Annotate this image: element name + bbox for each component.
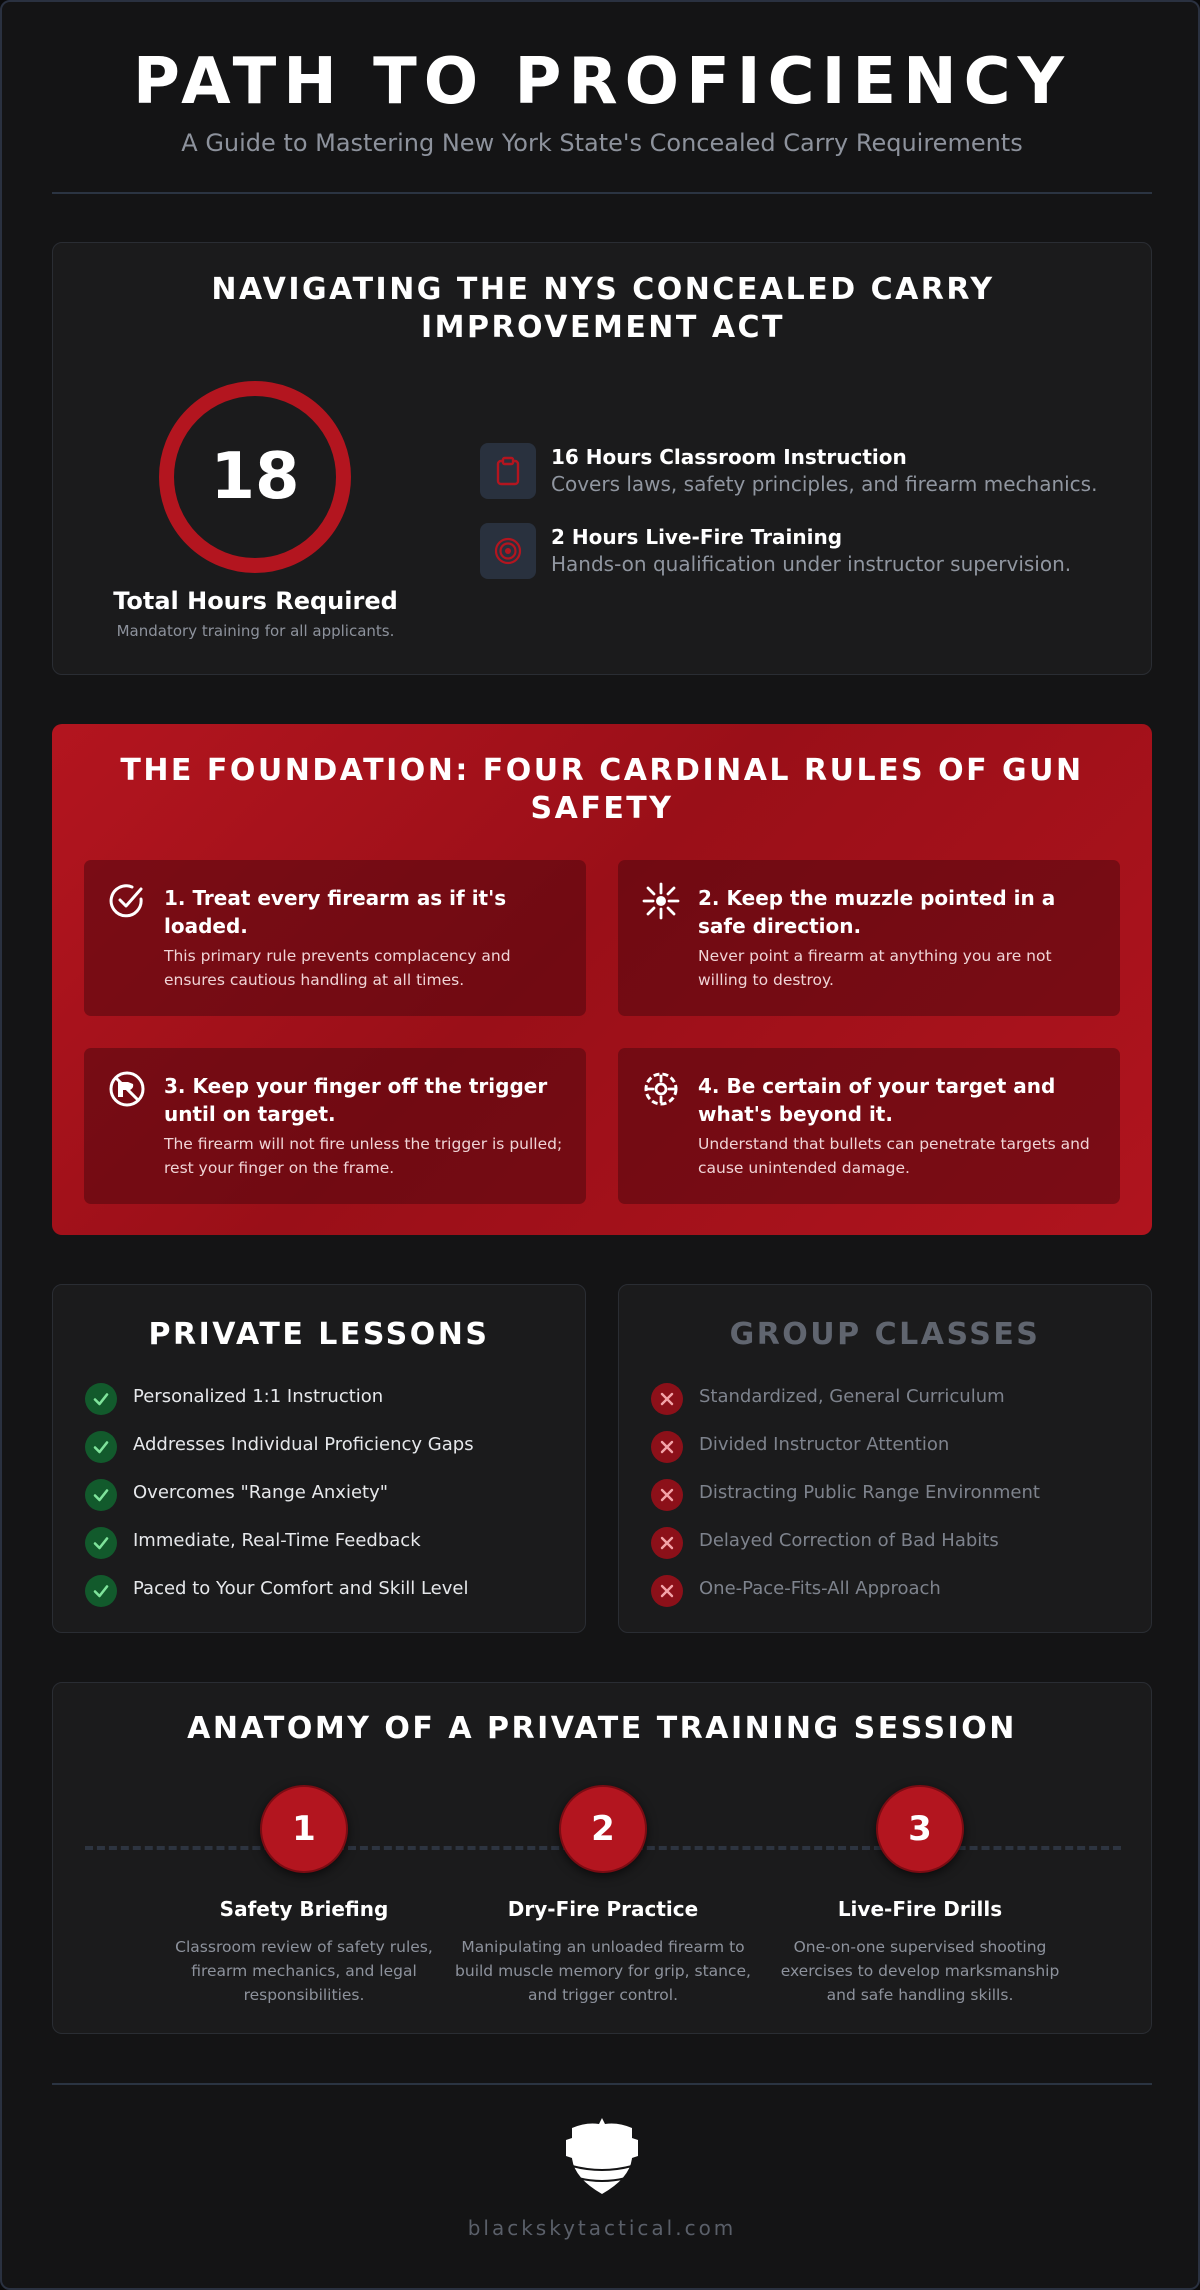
requirement-desc: Hands-on qualification under instructor supervision.: [551, 552, 1072, 576]
check-icon: [85, 1575, 117, 1607]
check-circle-icon: [108, 882, 146, 920]
step-desc: One-on-one supervised shooting exercises to develop marksmanship and safe handling skills.: [780, 1938, 1060, 2004]
safety-rules-section: [52, 724, 1152, 1235]
rule-title: 2. Keep the muzzle pointed in a safe direction.: [698, 886, 1056, 938]
requirement-title: 2 Hours Live-Fire Training: [551, 525, 843, 549]
private-lessons-title: PRIVATE LESSONS: [148, 1317, 490, 1352]
list-item-text: Delayed Correction of Bad Habits: [699, 1530, 999, 1551]
clipboard-icon: [480, 443, 536, 499]
rule-title: 4. Be certain of your target and what's beyond it.: [698, 1074, 1056, 1126]
rule-desc: This primary rule prevents complacency and ensures cautious handling at all times.: [164, 947, 511, 989]
step-title: Dry-Fire Practice: [507, 1897, 699, 1921]
list-item: [651, 1425, 1131, 1473]
session-title: ANATOMY OF A PRIVATE TRAINING SESSION: [187, 1711, 1017, 1746]
requirement-title: 16 Hours Classroom Instruction: [551, 445, 907, 469]
x-icon: [651, 1431, 683, 1463]
list-item-text: Distracting Public Range Environment: [699, 1482, 1040, 1503]
rule-desc: Never point a firearm at anything you are not willing to destroy.: [698, 947, 1052, 989]
requirement-live-fire: [480, 523, 1130, 583]
footer-divider: [52, 2083, 1152, 2085]
x-icon: [651, 1383, 683, 1415]
x-icon: [651, 1575, 683, 1607]
list-item: [651, 1473, 1131, 1521]
list-item-text: Divided Instructor Attention: [699, 1434, 950, 1455]
target-icon: [480, 523, 536, 579]
group-classes-title: GROUP CLASSES: [729, 1317, 1041, 1352]
list-item-text: Personalized 1:1 Instruction: [133, 1386, 384, 1407]
check-icon: [85, 1527, 117, 1559]
group-classes-list: [651, 1377, 1131, 1617]
requirement-desc: Covers laws, safety principles, and firearm mechanics.: [551, 472, 1098, 496]
list-item: [85, 1569, 565, 1617]
page-header: [52, 2, 1152, 194]
list-item: [85, 1521, 565, 1569]
rule-card-3: [84, 1048, 586, 1204]
hours-number: 18: [210, 440, 300, 514]
rule-title: 3. Keep your finger off the trigger until on target.: [164, 1074, 548, 1126]
list-item-text: One-Pace-Fits-All Approach: [699, 1578, 941, 1599]
rule-desc: The firearm will not fire unless the trigger is pulled; rest your finger on the frame.: [164, 1135, 563, 1177]
no-trigger-icon: [108, 1070, 146, 1108]
list-item: [85, 1425, 565, 1473]
list-item-text: Immediate, Real-Time Feedback: [133, 1530, 421, 1551]
step-number: 1: [260, 1785, 348, 1873]
rule-card-2: [618, 860, 1120, 1016]
list-item-text: Paced to Your Comfort and Skill Level: [133, 1578, 469, 1599]
total-hours-label: Total Hours Required: [113, 587, 398, 615]
act-section: [52, 242, 1152, 675]
private-lessons-card: [52, 1284, 586, 1633]
act-title: NAVIGATING THE NYS CONCEALED CARRY IMPROVEMENT ACT: [211, 272, 995, 345]
list-item-text: Addresses Individual Proficiency Gaps: [133, 1434, 474, 1455]
check-icon: [85, 1431, 117, 1463]
step-number: 2: [559, 1785, 647, 1873]
step-title: Live-Fire Drills: [837, 1897, 1003, 1921]
session-section: [52, 1682, 1152, 2034]
group-classes-card: [618, 1284, 1152, 1633]
list-item: [651, 1521, 1131, 1569]
x-icon: [651, 1479, 683, 1511]
step-number: 3: [876, 1785, 964, 1873]
step-desc: Manipulating an unloaded firearm to build muscle memory for grip, stance, and trigger control.: [455, 1938, 751, 2004]
footer-website[interactable]: blackskytactical.com: [467, 2216, 737, 2240]
page-title: PATH TO PROFICIENCY: [133, 45, 1071, 119]
list-item: [651, 1569, 1131, 1617]
list-item-text: Overcomes "Range Anxiety": [133, 1482, 389, 1503]
list-item: [651, 1377, 1131, 1425]
shield-logo-icon: [558, 2116, 646, 2196]
step-desc: Classroom review of safety rules, firearm mechanics, and legal responsibilities.: [175, 1938, 433, 2004]
check-icon: [85, 1383, 117, 1415]
list-item: [85, 1473, 565, 1521]
check-icon: [85, 1479, 117, 1511]
burst-icon: [642, 882, 680, 920]
rule-card-4: [618, 1048, 1120, 1204]
safety-rules-title: THE FOUNDATION: FOUR CARDINAL RULES OF GUN SAFETY: [120, 753, 1084, 826]
rule-card-1: [84, 860, 586, 1016]
total-hours-sub: Mandatory training for all applicants.: [116, 622, 395, 640]
hours-ring: [159, 381, 351, 573]
requirement-classroom: [480, 443, 1130, 503]
list-item-text: Standardized, General Curriculum: [699, 1386, 1005, 1407]
list-item: [85, 1377, 565, 1425]
page-subtitle: A Guide to Mastering New York State's Concealed Carry Requirements: [181, 129, 1023, 157]
rule-title: 1. Treat every firearm as if it's loaded.: [164, 886, 507, 938]
x-icon: [651, 1527, 683, 1559]
private-lessons-list: [85, 1377, 565, 1617]
step-title: Safety Briefing: [219, 1897, 389, 1921]
crosshair-icon: [642, 1070, 680, 1108]
rule-desc: Understand that bullets can penetrate targets and cause unintended damage.: [698, 1135, 1090, 1177]
